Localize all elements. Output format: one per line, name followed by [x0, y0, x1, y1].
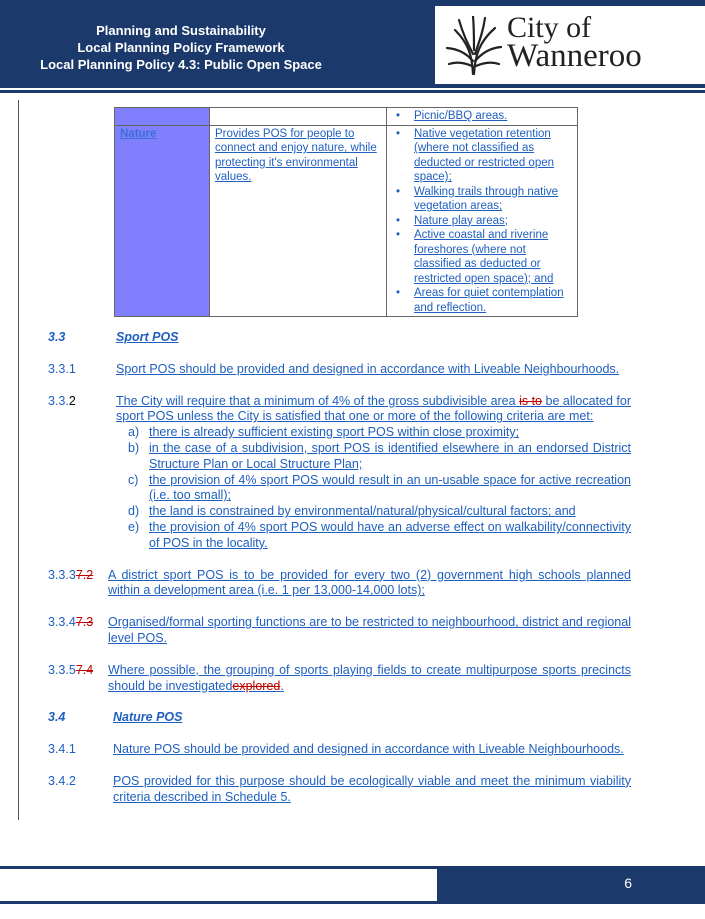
criteria-item: a) there is already sufficient existing sport POS within close proximity; — [128, 425, 520, 440]
list-item: • Native vegetation retention (where not classified as deducted or restricted open space); — [414, 127, 572, 185]
logo-line-1: City of — [507, 11, 592, 44]
footer-bottom-rule — [0, 901, 705, 904]
table-cell — [387, 108, 578, 126]
grass-tree-logo-icon — [445, 16, 503, 76]
nature-examples — [387, 125, 578, 317]
clause-3-3-5: 3.3.57.4 Where possible, the grouping of sports playing fields to create multipurpose sports precincts should be investigatedexplored. — [48, 662, 631, 693]
logo-line-2: Wanneroo — [507, 38, 642, 74]
bullet-list — [392, 109, 572, 124]
table-cell — [210, 108, 387, 126]
list-item: • Nature play areas; — [414, 214, 572, 229]
criteria-item: c) the provision of 4% sport POS would result in an un-usable space for active recreation (i.e. too small); — [128, 472, 631, 503]
bullet-list — [392, 127, 572, 316]
section-heading-3-4: 3.4 Nature POS — [48, 710, 183, 725]
header-line-1: Planning and Sustainability — [96, 23, 266, 38]
page-header — [0, 0, 705, 88]
criteria-item: d) the land is constrained by environmental/natural/physical/cultural factors; and — [128, 504, 576, 519]
change-bar — [18, 100, 19, 820]
list-item: • Walking trails through native vegetation areas; — [414, 185, 572, 214]
clause-3-4-1: 3.4.1 Nature POS should be provided and designed in accordance with Liveable Neighbourhoods. — [48, 742, 624, 757]
logo-wordmark — [507, 11, 642, 74]
header-rule — [0, 90, 705, 93]
header-line-2: Local Planning Policy Framework — [77, 40, 285, 55]
criteria-item: b) in the case of a subdivision, sport POS is identified elsewhere in an endorsed District Structure Plan or Local Structure Plan; — [128, 440, 631, 471]
table-row — [115, 108, 578, 126]
nature-label: Nature — [120, 127, 157, 140]
table-row — [115, 125, 578, 317]
clause-3-3-4: 3.3.47.3 Organised/formal sporting functions are to be restricted to neighbourhood, district and regional level POS. — [48, 615, 631, 645]
clause-3-4-2: 3.4.2 POS provided for this purpose should be ecologically viable and meet the minimum viability criteria described in Schedule 5. — [48, 773, 631, 804]
page-number: 6 — [624, 875, 632, 891]
clause-3-3-3: 3.3.37.2 A district sport POS is to be provided for every two (2) government high schools planned within a development area (i.e. 1 per 13,000-14,000 lots); — [48, 567, 631, 598]
table-cell — [115, 108, 210, 126]
list-item: • Picnic/BBQ areas. — [414, 109, 572, 124]
pos-table — [114, 107, 578, 317]
section-heading-3-3: 3.3 Sport POS — [48, 330, 179, 344]
header-title-block — [0, 22, 362, 73]
header-line-3: Local Planning Policy 4.3: Public Open Space — [40, 57, 322, 72]
clause-3-3-2: 3.3.2 The City will require that a minimum of 4% of the gross subdivisible area is to be allocated for sport POS unless the City is satisfied that one or more of the following criteria are met: — [48, 393, 631, 424]
document-body — [48, 330, 631, 806]
clause-3-3-1: 3.3.1 Sport POS should be provided and designed in accordance with Liveable Neighbourhoods. — [48, 361, 620, 376]
page-footer — [437, 869, 705, 901]
list-item: • Areas for quiet contemplation and reflection. — [414, 286, 572, 315]
list-item: • Active coastal and riverine foreshores (where not classified as deducted or restricted open space); and — [414, 228, 572, 286]
nature-cell — [115, 125, 210, 317]
nature-description: Provides POS for people to connect and enjoy nature, while protecting it's environmental values. — [210, 125, 387, 317]
city-logo — [435, 6, 705, 84]
criteria-item: e) the provision of 4% sport POS would have an adverse effect on walkability/connectivity of POS in the locality. — [128, 519, 631, 550]
